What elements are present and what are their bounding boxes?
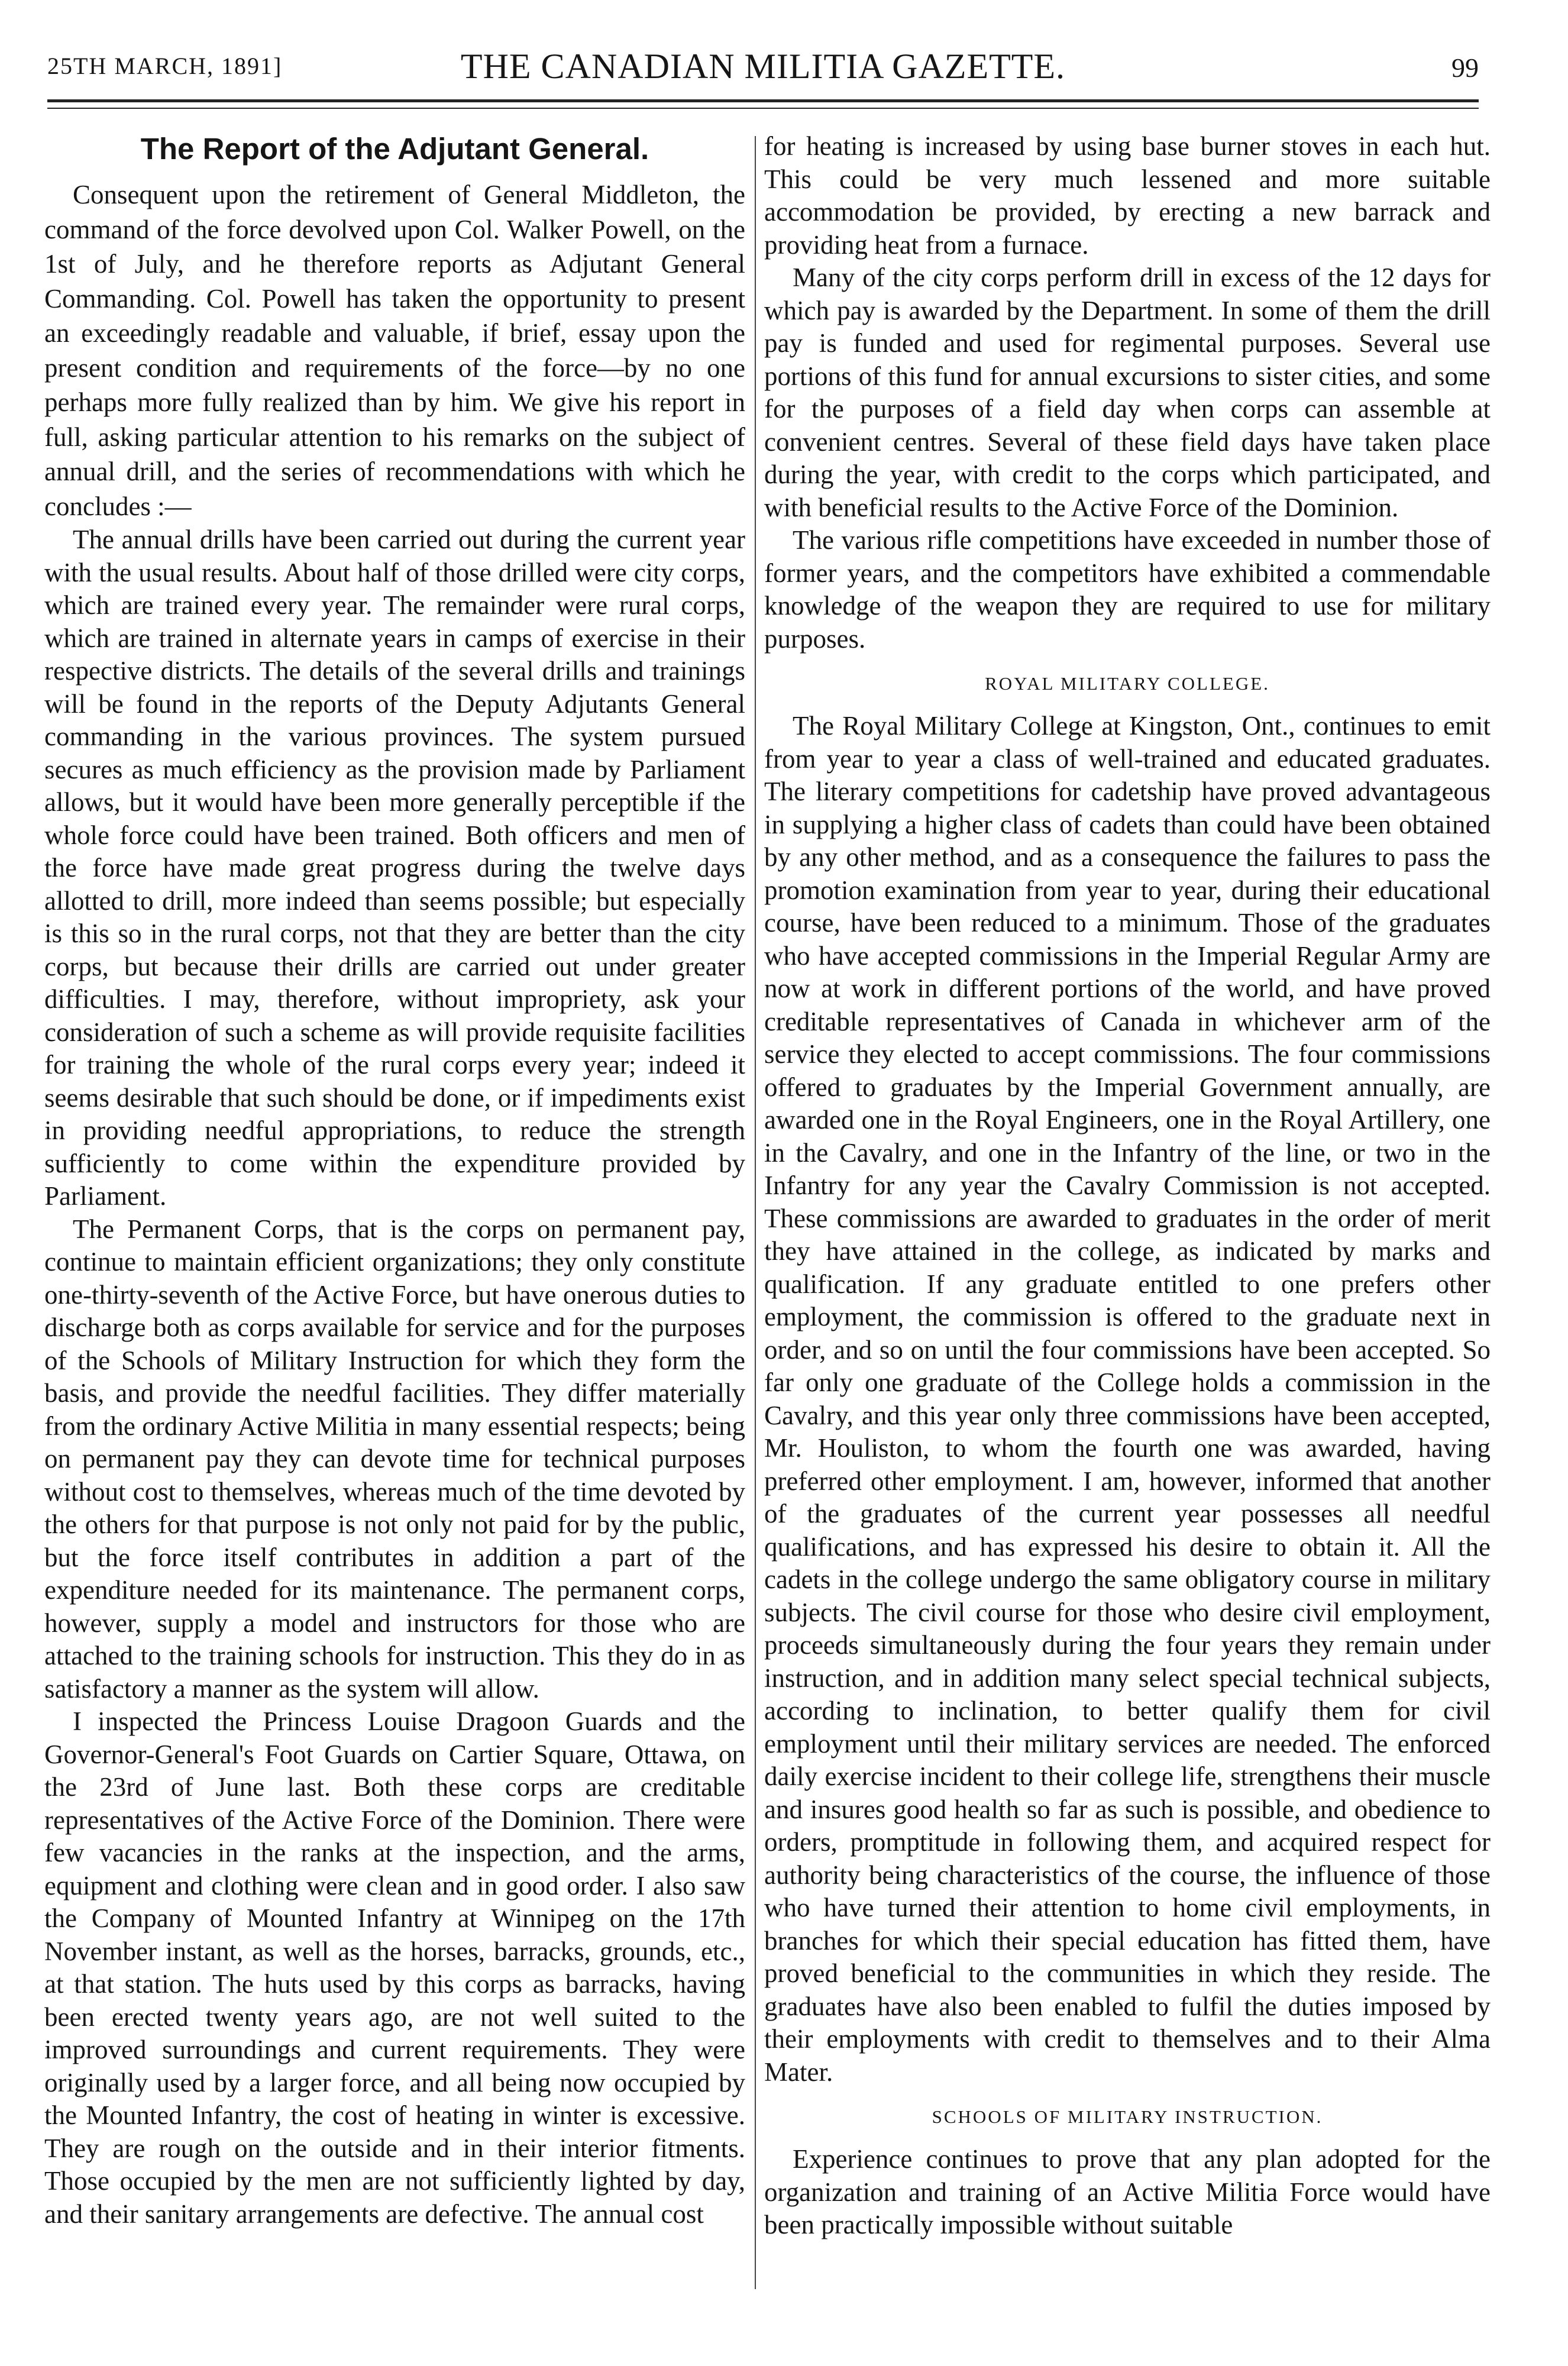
header-rule-thin <box>47 108 1479 109</box>
article-paragraph: for heating is increased by using base burner stoves in each hut. This could be very much lessened and more suitable accommodation be provided, by erecting a new barrack and providing heat from a furnace. <box>764 131 1491 260</box>
article-paragraph: Many of the city corps perform drill in excess of the 12 days for which pay is awarded by the Department. In some of them the drill pay is funded and used for regimental purposes. Several use portions of this fund for annual excursions to sister cities, and some for the purposes of a field day when corps can assemble at convenient centres. Several of these field days have taken place during the year, with credit to the corps which participated, and with beneficial results to the Active Force of the Dominion. <box>764 263 1491 522</box>
article-paragraph: I inspected the Princess Louise Dragoon Guards and the Governor-General's Foot Guards on Cartier Square, Ottawa, on the 23rd of June last. Both these corps are creditable representatives of the Active Force of the Dominion. There were few vacancies in the ranks at the inspection, and the arms, equipment and clothing were clean and in good order. I also saw the Company of Mounted Infantry at Winnipeg on the 17th November instant, as well as the horses, barracks, grounds, etc., at that station. The huts used by this corps as barracks, having been erected twenty years ago, are not well suited to the improved surroundings and current requirements. They were originally used by a larger force, and all being now occupied by the Mounted Infantry, the cost of heating in winter is excessive. They are rough on the outside and in their interior fitments. Those occupied by the men are not sufficiently lighted by day, and their sanitary arrangements are defective. The annual cost <box>44 1706 745 2229</box>
header-rule-thick <box>47 99 1479 102</box>
running-head <box>47 41 1479 106</box>
section-heading-royal-military-college: ROYAL MILITARY COLLEGE. <box>985 673 1270 694</box>
issue-date: 25TH MARCH, 1891] <box>47 53 283 79</box>
article-paragraph: The Royal Military College at Kingston, Ont., continues to emit from year to year a class of well-trained and educated graduates. The literary competitions for cadetship have proved advantageous in supplying a higher class of cadets than could have been obtained by any other method, and as a consequence the failures to pass the promotion examination from year to year, during their educational course, have been reduced to a minimum. Those of the graduates who have accepted commissions in the Imperial Regular Army are now at work in different portions of the world, and have proved creditable representatives of Canada in whichever arm of the service they elected to accept commissions. The four commissions offered to graduates by the Imperial Government annually, are awarded one in the Royal Engineers, one in the Royal Artillery, one in the Cavalry, and one in the Infantry of the line, or two in the Infantry for any year the Cavalry Commission is not accepted. These commissions are awarded to graduates in the order of merit they have attained in the college, as indicated by marks and qualification. If any graduate entitled to one prefers other employment, the commission is offered to the graduate next in order, and so on until the four commissions have been accepted. So far only one graduate of the College holds a commission in the Cavalry, and this year only three commissions have been accepted, Mr. Houliston, to whom the fourth one was awarded, having preferred other employment. I am, however, informed that another of the graduates of the current year possesses all needful qualifications, and has expressed his desire to obtain it. All the cadets in the college undergo the same obligatory course in military subjects. The civil course for those who desire civil employment, proceeds simultaneously during the four years they remain under instruction, and in addition many select special technical subjects, according to inclination, to better qualify them for civil employment until their military services are needed. The enforced daily exercise incident to their college life, strengthens their muscle and insures good health so far as such is possible, and obedience to orders, promptitude in following them, and acquired respect for authority being characteristics of the course, the influence of those who have turned their attention to home civil employments, in branches for which their special education has fitted them, have proved beneficial to the communities in which they reside. The graduates have also been enabled to fulfil the duties imposed by their employments with credit to themselves and to their Alma Mater. <box>764 711 1491 2087</box>
section-heading-schools-of-military-instruction: SCHOOLS OF MILITARY INSTRUCTION. <box>932 2106 1323 2127</box>
page-number: 99 <box>1451 53 1479 83</box>
left-column <box>44 130 745 2231</box>
column-divider <box>755 136 756 2289</box>
right-column <box>764 130 1491 2242</box>
publication-title: THE CANADIAN MILITIA GAZETTE. <box>460 47 1066 86</box>
article-paragraph: Consequent upon the retirement of General Middleton, the command of the force devolved upon Col. Walker Powell, on the 1st of July, and he therefore reports as Adjutant General Commanding. Col. Powell has taken the opportunity to present an exceedingly readable and valuable, if brief, essay upon the present condition and requirements of the force—by no one perhaps more fully realized than by him. We give his report in full, asking particular attention to his remarks on the subject of annual drill, and the series of recommendations with which he concludes :— <box>44 180 745 521</box>
article-headline: The Report of the Adjutant General. <box>140 132 649 166</box>
article-paragraph: Experience continues to prove that any plan adopted for the organization and training of an Active Militia Force would have been practically impossible without suitable <box>764 2144 1491 2239</box>
article-paragraph: The various rifle competitions have exceeded in number those of former years, and the competitors have exhibited a commendable knowledge of the weapon they are required to use for military purposes. <box>764 525 1491 654</box>
article-paragraph: The Permanent Corps, that is the corps on permanent pay, continue to maintain efficient organizations; they only constitute one-thirty-seventh of the Active Force, but have onerous duties to discharge both as corps available for service and for the purposes of the Schools of Military Instruction for which they form the basis, and provide the needful facilities. They differ materially from the ordinary Active Militia in many essential respects; being on permanent pay they can devote time for technical purposes without cost to themselves, whereas much of the time devoted by the others for that purpose is not only not paid for by the public, but the force itself contributes in addition a part of the expenditure needed for its maintenance. The permanent corps, however, supply a model and instructors for those who are attached to the training schools for instruction. This they do in as satisfactory a manner as the system will allow. <box>44 1214 745 1704</box>
article-paragraph: The annual drills have been carried out during the current year with the usual results. About half of those drilled were city corps, which are trained every year. The remainder were rural corps, which are trained in alternate years in camps of exercise in their respective districts. The details of the several drills and trainings will be found in the reports of the Deputy Adjutants General commanding in the various provinces. The system pursued secures as much efficiency as the provision made by Parliament allows, but it would have been more generally perceptible if the whole force could have been trained. Both officers and men of the force have made great progress during the twelve days allotted to drill, more indeed than seems possible; but especially is this so in the rural corps, not that they are better than the city corps, but because their drills are carried out under greater difficulties. I may, therefore, without impropriety, ask your consideration of such a scheme as will provide requisite facilities for training the whole of the rural corps every year; indeed it seems desirable that such should be done, or if impediments exist in providing needful appropriations, to reduce the strength sufficiently to come within the expenditure provided by Parliament. <box>44 525 745 1211</box>
